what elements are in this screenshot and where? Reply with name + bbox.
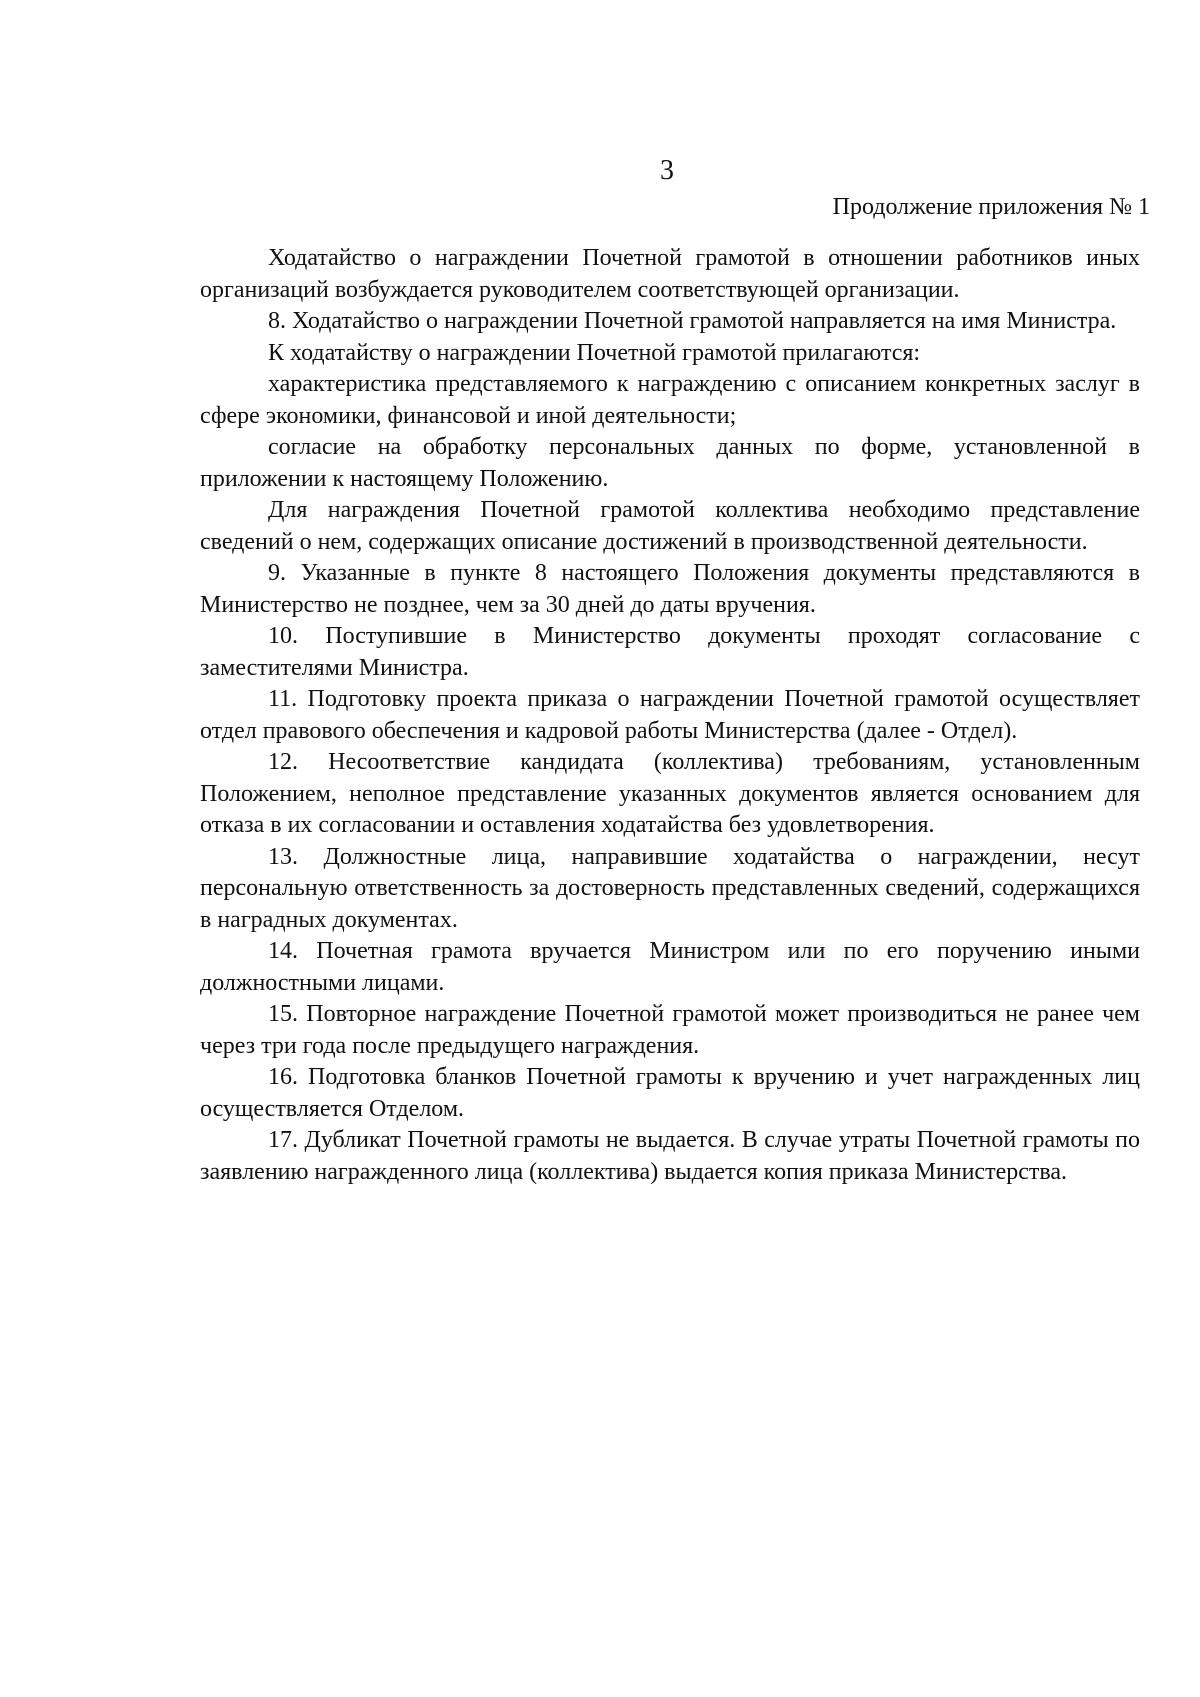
- paragraph: характеристика представляемого к награждению с описанием конкретных заслуг в сфере экономики, финансовой и иной деятельности;: [200, 371, 1140, 429]
- page-number: 3: [660, 155, 674, 186]
- paragraph: 14. Почетная грамота вручается Министром или по его поручению иными должностными лицами.: [200, 938, 1140, 996]
- paragraph: 17. Дубликат Почетной грамоты не выдается. В случае утраты Почетной грамоты по заявлению награжденного лица (коллектива) выдается копия приказа Министерства.: [200, 1127, 1140, 1185]
- paragraph: 9. Указанные в пункте 8 настоящего Положения документы представляются в Министерство не позднее, чем за 30 дней до даты вручения.: [200, 560, 1140, 618]
- paragraph: 16. Подготовка бланков Почетной грамоты к вручению и учет награжденных лиц осуществляется Отделом.: [200, 1064, 1140, 1122]
- paragraph: Ходатайство о награждении Почетной грамотой в отношении работников иных организаций возбуждается руководителем соответствующей организации.: [200, 245, 1140, 303]
- document-body: [200, 243, 1140, 1188]
- paragraph: 12. Несоответствие кандидата (коллектива) требованиям, установленным Положением, неполное представление указанных документов является основанием для отказа в их согласовании и оставления ходатайства без удовлетворения.: [200, 749, 1140, 838]
- paragraph: Для награждения Почетной грамотой коллектива необходимо представление сведений о нем, содержащих описание достижений в производственной деятельности.: [200, 497, 1140, 555]
- paragraph: К ходатайству о награждении Почетной грамотой прилагаются:: [268, 339, 921, 366]
- paragraph: 15. Повторное награждение Почетной грамотой может производиться не ранее чем через три года после предыдущего награждения.: [200, 1001, 1140, 1059]
- paragraph: 13. Должностные лица, направившие ходатайства о награждении, несут персональную ответственность за достоверность представленных сведений, содержащихся в наградных документах.: [200, 843, 1140, 933]
- appendix-continuation-label: Продолжение приложения № 1: [832, 194, 1150, 220]
- paragraph: 8. Ходатайство о награждении Почетной грамотой направляется на имя Министра.: [268, 308, 1117, 334]
- paragraph: согласие на обработку персональных данных по форме, установленной в приложении к настоящему Положению.: [200, 434, 1140, 492]
- paragraph: 11. Подготовку проекта приказа о награждении Почетной грамотой осуществляет отдел правового обеспечения и кадровой работы Министерства (далее - Отдел).: [200, 686, 1140, 744]
- paragraph: 10. Поступившие в Министерство документы проходят согласование с заместителями Министра.: [200, 623, 1140, 681]
